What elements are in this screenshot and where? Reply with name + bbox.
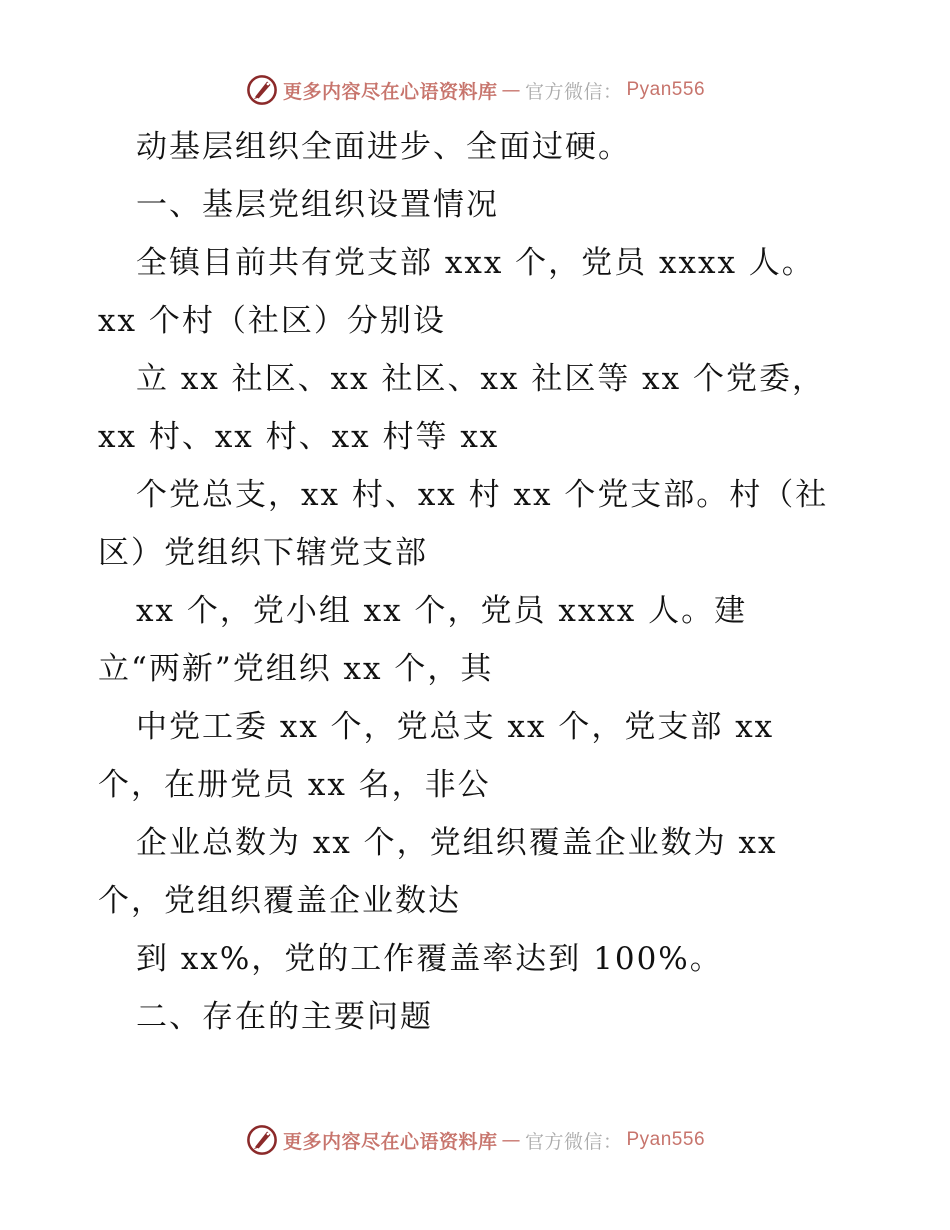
watermark-group — [245, 73, 705, 107]
text-line: xx 个，党小组 xx 个，党员 xxxx 人。建 — [136, 593, 748, 629]
document-body — [98, 118, 858, 1046]
text-line: 立“两新”党组织 xx 个，其 — [98, 651, 494, 687]
text-line: 中党工委 xx 个，党总支 xx 个，党支部 xx — [136, 709, 775, 745]
watermark-wechat-label: 官方微信： — [524, 1130, 623, 1153]
watermark-wechat-label: 官方微信： — [524, 80, 623, 103]
header-watermark — [0, 70, 950, 110]
text-line: 动基层组织全面进步、全面过硬。 — [136, 129, 631, 165]
watermark-separator: — — [501, 79, 521, 101]
pen-nib-logo-icon — [245, 73, 279, 107]
text-line: 个，在册党员 xx 名，非公 — [98, 767, 491, 803]
watermark-group — [245, 1123, 705, 1157]
footer-watermark — [0, 1120, 950, 1160]
watermark-separator: — — [501, 1129, 521, 1151]
text-line: 企业总数为 xx 个，党组织覆盖企业数为 xx — [136, 825, 778, 861]
section-heading: 二、存在的主要问题 — [136, 999, 433, 1035]
text-line: 区）党组织下辖党支部 — [98, 535, 428, 571]
text-line: 到 xx%，党的工作覆盖率达到 100%。 — [136, 941, 723, 977]
watermark-wechat-id: Pyan556 — [626, 1129, 706, 1150]
pen-nib-logo-icon — [245, 1123, 279, 1157]
text-line: xx 个村（社区）分别设 — [98, 303, 446, 339]
text-line: 全镇目前共有党支部 xxx 个，党员 xxxx 人。 — [136, 245, 815, 281]
watermark-main-text: 更多内容尽在心语资料库 — [282, 1130, 498, 1153]
text-line: 个，党组织覆盖企业数达 — [98, 883, 461, 919]
section-heading: 一、基层党组织设置情况 — [136, 187, 499, 223]
text-line: xx 村、xx 村、xx 村等 xx — [98, 419, 500, 455]
watermark-wechat-id: Pyan556 — [626, 79, 706, 100]
watermark-main-text: 更多内容尽在心语资料库 — [282, 80, 498, 103]
text-line: 立 xx 社区、xx 社区、xx 社区等 xx 个党委， — [136, 361, 825, 397]
text-line: 个党总支，xx 村、xx 村 xx 个党支部。村（社 — [136, 477, 829, 513]
